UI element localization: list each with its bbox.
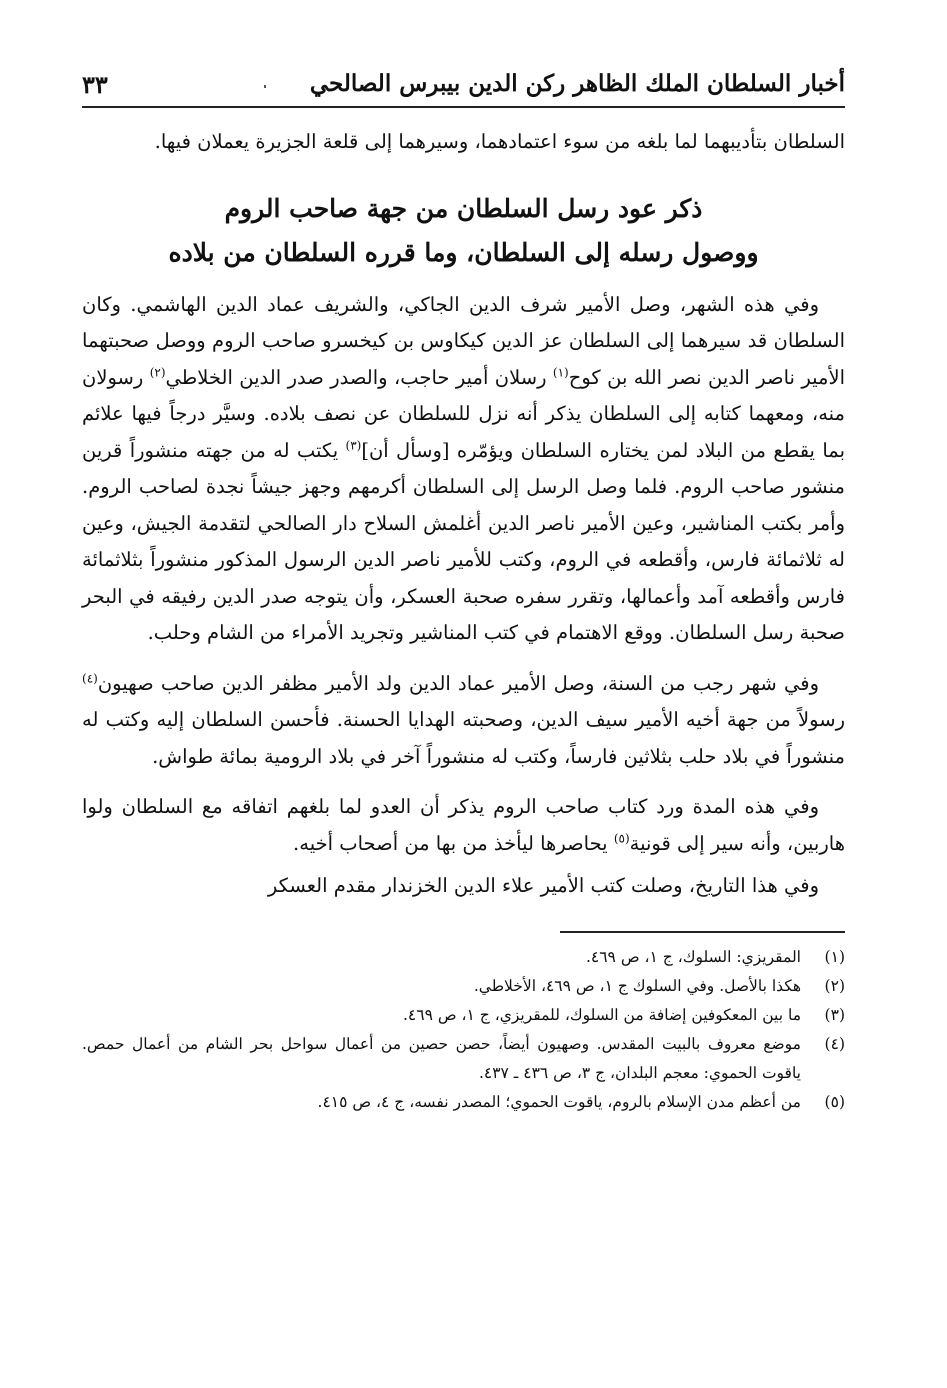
footnote-4 [82, 1030, 845, 1088]
footnote-text: ما بين المعكوفين إضافة من السلوك، للمقريزي، ج ١، ص ٤٦٩. [402, 1005, 801, 1024]
paragraph-1-part-d: يكتب له من جهته منشوراً قرين منشور صاحب الروم. فلما وصل الرسل إلى السلطان أكرمهم وجهز جيشاً نجدة لصاحب الروم. وأمر بكتب المناشير، وعين الأمير ناصر الدين أغلمش السلاح دار الصالحي لتقدمة الجيش، وعين له ثلاثمائة فارس، وأقطعه في الروم، وكتب للأمير ناصر الدين الرسول المذكور منشوراً بثلاثمائة فارس وأقطعه آمد وأعمالها، وتقرر سفره صحبة العسكر، وأن يتوجه صدر الدين رفيقه في البحر صحبة رسل السلطان. ووقع الاهتمام في كتب المناشير وتجريد الأمراء من الشام وحلب. [82, 438, 845, 644]
scan-speck [264, 85, 266, 88]
carryover-paragraph: السلطان بتأديبهما لما بلغه من سوء اعتمادهما، وسيرهما إلى قلعة الجزيرة يعملان فيها. [154, 130, 845, 153]
section-heading-line-1: ذكر عود رسل السلطان من جهة صاحب الروم [224, 193, 703, 223]
footnote-divider [560, 931, 845, 933]
book-page [82, 66, 845, 1366]
footnote-ref-2: (٢) [149, 365, 166, 379]
footnote-3 [82, 1001, 845, 1030]
footnote-ref-4: (٤) [82, 671, 98, 685]
paragraph-1-part-c: رسولان منه، ومعهما كتابه إلى السلطان يذكر أنه نزل للسلطان عن نصف بلاده. وسيَّر درجاً فيها علائم بما يقطع من البلاد لمن يختاره السلطان ويؤمّره [وسأل أن] [82, 365, 845, 462]
footnote-number: (٢) [824, 976, 845, 995]
footnote-ref-5: (٥) [613, 831, 630, 845]
section-heading [82, 187, 845, 275]
paragraph-2-part-a: وفي شهر رجب من السنة، وصل الأمير عماد الدين ولد الأمير مظفر الدين صاحب صهيون [97, 671, 819, 695]
footnote-5 [82, 1088, 845, 1117]
footnote-number: (١) [824, 947, 845, 966]
page-number: ٣٣ [82, 70, 108, 99]
footnote-1 [82, 943, 845, 972]
footnote-text: المقريزي: السلوك، ج ١، ص ٤٦٩. [585, 947, 801, 966]
page-header [82, 66, 845, 108]
paragraph-1-part-b: رسلان أمير حاجب، والصدر صدر الدين الخلاطي [165, 365, 553, 389]
paragraph-3-part-a: وفي هذه المدة ورد كتاب صاحب الروم يذكر أن العدو لما بلغهم اتفاقه مع السلطان ولوا هاربين، وأنه سير إلى قونية [82, 795, 845, 855]
footnote-number: (٥) [824, 1092, 845, 1111]
footnote-text: من أعظم مدن الإسلام بالروم، ياقوت الحموي؛ المصدر نفسه، ج ٤، ص ٤١٥. [317, 1092, 801, 1111]
footnote-ref-1: (١) [552, 365, 569, 379]
footnotes [82, 943, 845, 1117]
footnote-2 [82, 972, 845, 1001]
paragraph-3-part-b: يحاصرها ليأخذ من بها من أصحاب أخيه. [293, 831, 614, 855]
paragraph-4: وفي هذا التاريخ، وصلت كتب الأمير علاء الدين الخزندار مقدم العسكر [267, 874, 819, 897]
running-title: أخبار السلطان الملك الظاهر ركن الدين بيبرس الصالحي [309, 70, 845, 97]
section-heading-line-2: ووصول رسله إلى السلطان، وما قرره السلطان من بلاده [168, 237, 759, 267]
footnote-text: موضع معروف بالبيت المقدس. وصهيون أيضاً، حصن حصين من أعمال سواحل بحر الشام من أعمال حمص. ياقوت الحموي: معجم البلدان، ج ٣، ص ٤٣٦ ـ ٤٣٧. [82, 1034, 801, 1082]
paragraph-2-part-b: رسولاً من جهة أخيه الأمير سيف الدين، وصحبته الهدايا الحسنة. فأحسن السلطان إليه وكتب له منشوراً في بلاد حلب بثلاثين فارساً، وكتب له منشوراً آخر في بلاد الرومية بمائة طواش. [82, 708, 845, 768]
paragraph-1 [82, 287, 845, 652]
paragraph-1-part-a: وفي هذه الشهر، وصل الأمير شرف الدين الجاكي، والشريف عماد الدين الهاشمي. وكان السلطان قد سيرهما إلى السلطان عز الدين كيكاوس بن كيخسرو صاحب الروم ووصل صحبتهما الأمير ناصر الدين نصر الله بن كوح [82, 292, 845, 389]
footnote-ref-3: (٣) [345, 438, 362, 452]
footnote-number: (٤) [824, 1034, 845, 1053]
footnote-number: (٣) [824, 1005, 845, 1024]
paragraph-3 [82, 789, 845, 862]
paragraph-2 [82, 666, 845, 776]
footnote-text: هكذا بالأصل. وفي السلوك ج ١، ص ٤٦٩، الأخلاطي. [473, 976, 801, 995]
